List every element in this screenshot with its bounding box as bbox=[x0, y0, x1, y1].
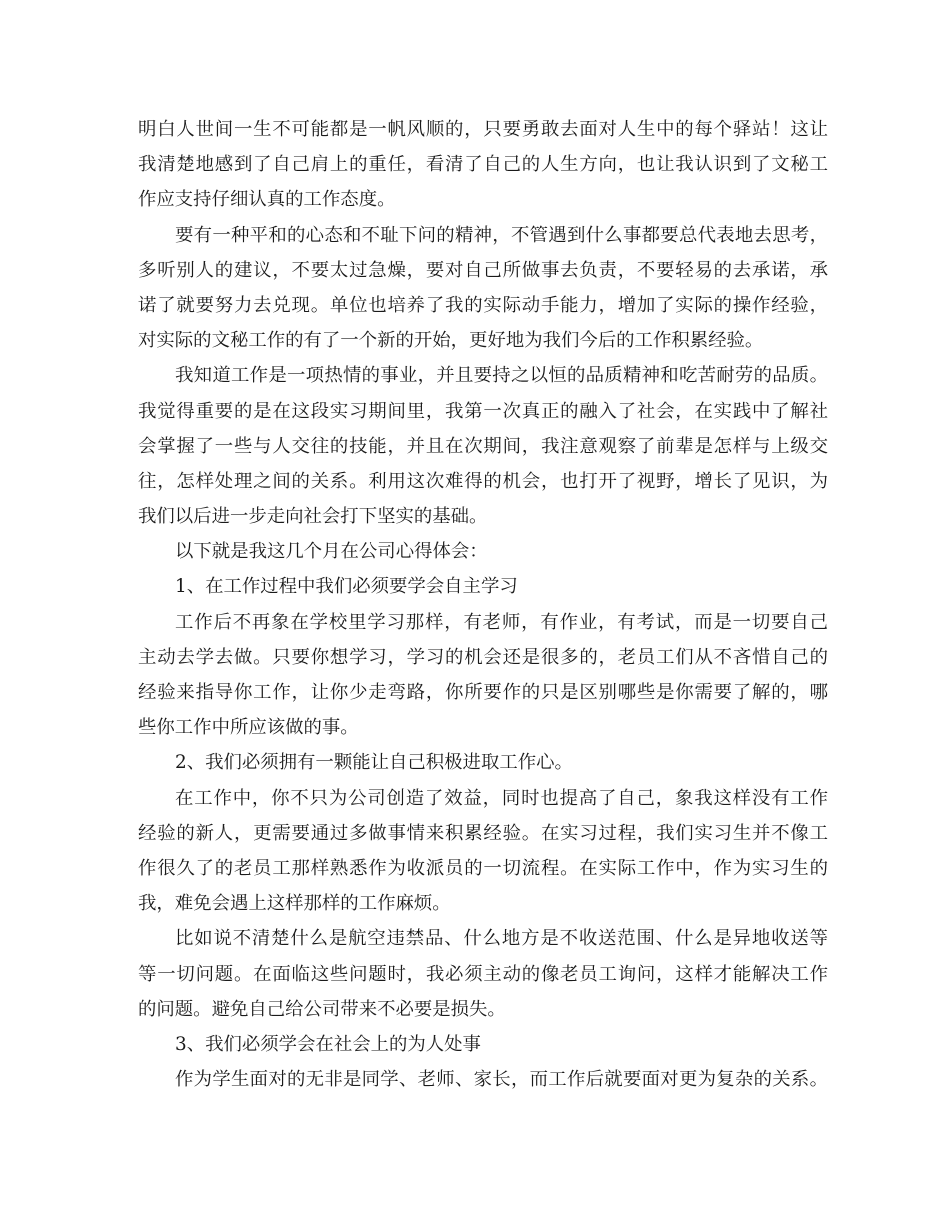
text-line: 些你工作中所应该做的事。 bbox=[138, 717, 359, 739]
text-line: 我，难免会遇上这样那样的工作麻烦。 bbox=[138, 893, 451, 915]
text-line: 诺了就要努力去兑现。单位也培养了我的实际动手能力，增加了实际的操作经验， bbox=[138, 294, 828, 316]
text-line: 等一切问题。在面临这些问题时，我必须主动的像老员工询问，这样才能解决工作 bbox=[138, 963, 828, 985]
text-line: 工作后不再象在学校里学习那样，有老师，有作业，有考试，而是一切要自己 bbox=[175, 611, 828, 633]
text-line: 多听别人的建议，不要太过急燥，要对自己所做事去负责，不要轻易的去承诺，承 bbox=[138, 259, 828, 281]
text-line: 在工作中，你不只为公司创造了效益，同时也提高了自己，象我这样没有工作 bbox=[175, 787, 828, 809]
text-line: 以下就是我这几个月在公司心得体会： bbox=[175, 541, 488, 563]
text-line: 我知道工作是一项热情的事业，并且要持之以恒的品质精神和吃苦耐劳的品质。 bbox=[175, 365, 828, 387]
text-line: 我清楚地感到了自己肩上的重任，看清了自己的人生方向，也让我认识到了文秘工 bbox=[138, 154, 828, 176]
text-line: 经验的新人，更需要通过多做事情来积累经验。在实习过程，我们实习生并不像工 bbox=[138, 822, 828, 844]
text-line: 3、我们必须学会在社会上的为人处事 bbox=[175, 1033, 481, 1055]
text-line: 会掌握了一些与人交往的技能，并且在次期间，我注意观察了前辈是怎样与上级交 bbox=[138, 435, 828, 457]
text-line: 要有一种平和的心态和不耻下问的精神，不管遇到什么事都要总代表地去思考， bbox=[175, 224, 828, 246]
text-line: 比如说不清楚什么是航空违禁品、什么地方是不收送范围、什么是异地收送等 bbox=[175, 928, 828, 950]
text-line: 我觉得重要的是在这段实习期间里，我第一次真正的融入了社会，在实践中了解社 bbox=[138, 400, 828, 422]
text-line: 的问题。避免自己给公司带来不必要是损失。 bbox=[138, 998, 506, 1020]
text-line: 明白人世间一生不可能都是一帆风顺的，只要勇敢去面对人生中的每个驿站！这让 bbox=[138, 119, 828, 140]
text-line: 1、在工作过程中我们必须要学会自主学习 bbox=[175, 576, 518, 598]
text-line: 2、我们必须拥有一颗能让自己积极进取工作心。 bbox=[175, 752, 573, 774]
text-line: 作为学生面对的无非是同学、老师、家长，而工作后就要面对更为复杂的关系。 bbox=[175, 1069, 828, 1091]
document-body bbox=[138, 112, 828, 1097]
text-line: 经验来指导你工作，让你少走弯路，你所要作的只是区别哪些是你需要了解的，哪 bbox=[138, 682, 828, 703]
text-line: 往，怎样处理之间的关系。利用这次难得的机会，也打开了视野，增长了见识，为 bbox=[138, 470, 828, 492]
text-line: 作应支持仔细认真的工作态度。 bbox=[138, 189, 396, 211]
text-line: 对实际的文秘工作的有了一个新的开始，更好地为我们今后的工作积累经验。 bbox=[138, 330, 764, 352]
text-line: 我们以后进一步走向社会打下坚实的基础。 bbox=[138, 506, 488, 528]
text-line: 作很久了的老员工那样熟悉作为收派员的一切流程。在实际工作中，作为实习生的 bbox=[138, 857, 828, 879]
text-line: 主动去学去做。只要你想学习，学习的机会还是很多的，老员工们从不吝惜自己的 bbox=[138, 646, 828, 668]
